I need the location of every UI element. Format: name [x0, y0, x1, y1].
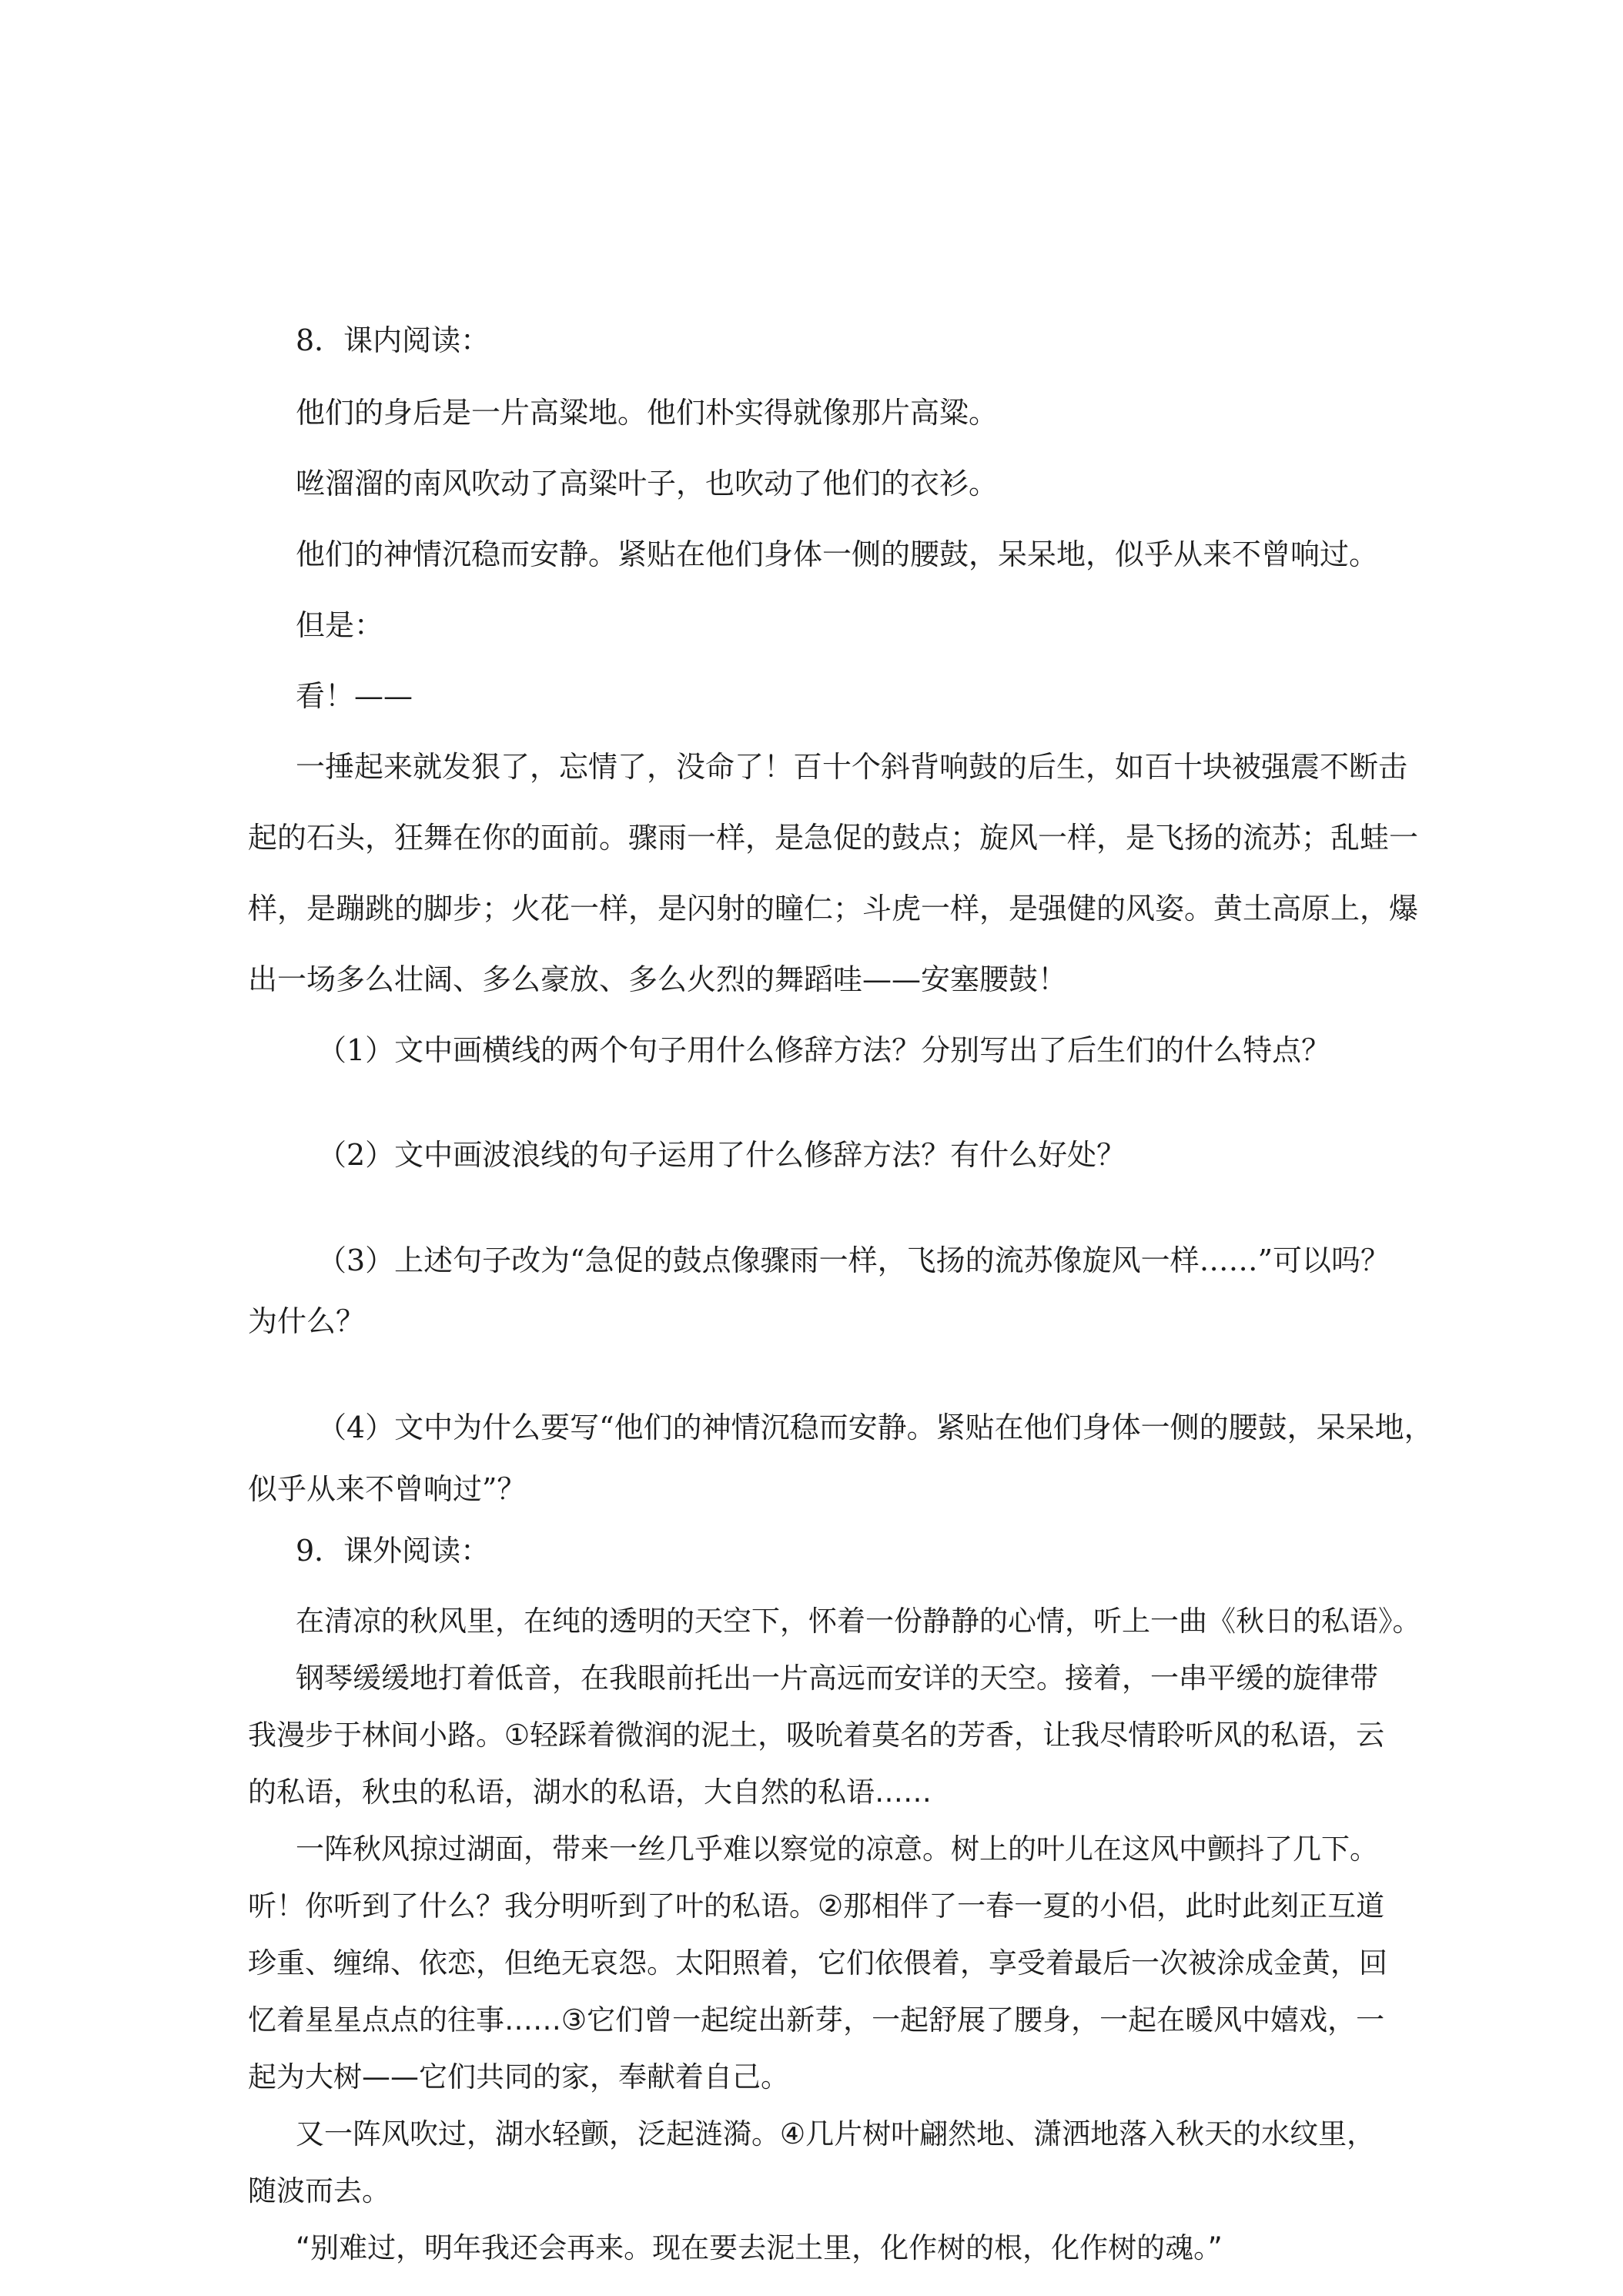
- q8-question-3: （3）上述句子改为“急促的鼓点像骤雨一样，飞扬的流苏像旋风一样……”可以吗？: [317, 1243, 1390, 1277]
- q8-passage-line: 他们的神情沉稳而安静。紧贴在他们身体一侧的腰鼓，呆呆地，似乎从来不曾响过。: [296, 537, 1379, 571]
- q8-passage-line: 一捶起来就发狠了，忘情了，没命了！百十个斜背响鼓的后生，如百十块被强震不断击: [296, 750, 1408, 784]
- q8-question-2: （2）文中画波浪线的句子运用了什么修辞方法？有什么好处？: [317, 1138, 1126, 1172]
- q9-passage-line: 一阵秋风掠过湖面，带来一丝几乎难以察觉的凉意。树上的叶儿在这风中颤抖了几下。: [296, 1832, 1378, 1866]
- question-9-title: 9．课外阅读：: [296, 1534, 490, 1568]
- q9-passage-line: 随波而去。: [248, 2174, 390, 2207]
- q9-passage-line: 听！你听到了什么？我分明听到了叶的私语。②那相伴了一春一夏的小侣，此时此刻正互道: [248, 1889, 1385, 1923]
- q9-passage-line: 珍重、缠绵、依恋，但绝无哀怨。太阳照着，它们依偎着，享受着最后一次被涂成金黄，回: [248, 1946, 1387, 1980]
- q9-passage-line: 的私语，秋虫的私语，湖水的私语，大自然的私语……: [248, 1776, 932, 1809]
- q8-passage-line: 但是：: [296, 608, 384, 642]
- q8-passage-line: 他们的身后是一片高粱地。他们朴实得就像那片高粱。: [296, 396, 999, 430]
- q8-passage-line: 起的石头，狂舞在你的面前。骤雨一样，是急促的鼓点；旋风一样，是飞扬的流苏；乱蛙一: [248, 821, 1419, 855]
- q9-passage-line: 我漫步于林间小路。①轻踩着微润的泥土，吸吮着莫名的芳香，让我尽情聆听风的私语，云: [248, 1719, 1385, 1752]
- q8-question-3-cont: 为什么？: [248, 1304, 366, 1338]
- q8-passage-line: 出一场多么壮阔、多么豪放、多么火烈的舞蹈哇——安塞腰鼓！: [248, 962, 1068, 996]
- q8-passage-line: 看！——: [296, 679, 413, 713]
- q8-passage-line: 样，是蹦跳的脚步；火花一样，是闪射的瞳仁；斗虎一样，是强健的风姿。黄土高原上，爆: [248, 892, 1419, 925]
- q8-question-4-cont: 似乎从来不曾响过”？: [248, 1472, 527, 1506]
- q9-passage-line: 起为大树——它们共同的家，奉献着自己。: [248, 2060, 789, 2094]
- q8-passage-line: 咝溜溜的南风吹动了高粱叶子，也吹动了他们的衣衫。: [296, 467, 999, 500]
- q9-passage-line: 钢琴缓缓地打着低音，在我眼前托出一片高远而安详的天空。接着，一串平缓的旋律带: [296, 1662, 1378, 1695]
- q8-question-1: （1）文中画横线的两个句子用什么修辞方法？分别写出了后生们的什么特点？: [317, 1033, 1331, 1067]
- q9-passage-line: 忆着星星点点的往事……③它们曾一起绽出新芽，一起舒展了腰身，一起在暖风中嬉戏，一: [248, 2003, 1385, 2037]
- q9-passage-line: 又一阵风吹过，湖水轻颤，泛起涟漪。④几片树叶翩然地、潇洒地落入秋天的水纹里，: [296, 2117, 1376, 2150]
- q9-passage-line: “别难过，明年我还会再来。现在要去泥土里，化作树的根，化作树的魂。”: [296, 2231, 1223, 2264]
- q9-passage-line: 在清凉的秋风里，在纯的透明的天空下，怀着一份静静的心情，听上一曲《秋日的私语》。: [296, 1605, 1421, 1638]
- q8-question-4: （4）文中为什么要写“他们的神情沉稳而安静。紧贴在他们身体一侧的腰鼓，呆呆地，: [317, 1411, 1434, 1444]
- question-8-title: 8．课内阅读：: [296, 323, 490, 357]
